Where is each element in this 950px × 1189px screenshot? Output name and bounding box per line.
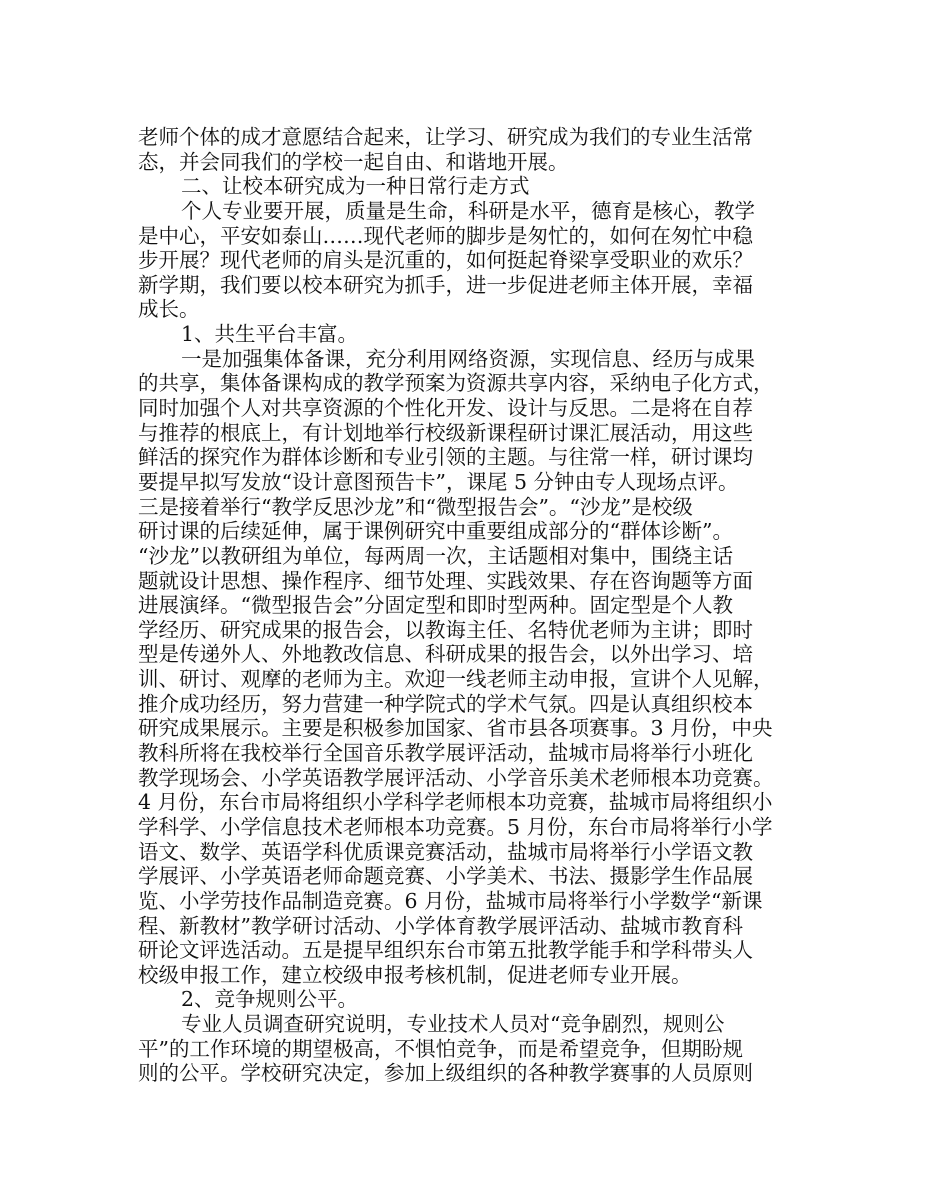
- text-line: 学展评、小学英语老师命题竞赛、小学美术、书法、摄影学生作品展: [138, 864, 753, 889]
- text-line: 老师个体的成才意愿结合起来，让学习、研究成为我们的专业生活常: [138, 125, 753, 149]
- text-line: 平”的工作环境的期望极高，不惧怕竞争，而是希望竞争，但期盼规: [138, 1036, 743, 1061]
- text-line: 进展演绎。“微型报告会”分固定型和即时型两种。固定型是个人教: [138, 593, 733, 618]
- text-line: 语文、数学、英语学科优质课竞赛活动，盐城市局将举行小学语文教: [138, 839, 753, 864]
- text-line: 教学现场会、小学英语教学展评活动、小学音乐美术老师根本功竞赛。: [138, 765, 774, 790]
- text-line: 要提早拟写发放“设计意图预告卡”，课尾 5 分钟由专人现场点评。: [138, 469, 739, 494]
- text-line: 新学期，我们要以校本研究为抓手，进一步促进老师主体开展，幸福: [138, 272, 753, 297]
- text-line: 的共享，集体备课构成的教学预案为资源共享内容，采纳电子化方式，: [138, 371, 774, 396]
- text-line: 题就设计思想、操作程序、细节处理、实践效果、存在咨询题等方面: [138, 568, 753, 593]
- text-line: “沙龙”以教研组为单位，每两周一次，主话题相对集中，围绕主话: [138, 543, 733, 568]
- text-line: 个人专业要开展，质量是生命，科研是水平，德育是核心，教学: [181, 198, 755, 223]
- text-line: 训、研讨、观摩的老师为主。欢迎一线老师主动申报，宣讲个人见解，: [138, 667, 774, 692]
- text-line: 学科学、小学信息技术老师根本功竞赛。5 月份，东台市局将举行小学: [138, 814, 773, 839]
- text-line: 是中心，平安如泰山……现代老师的脚步是匆忙的，如何在匆忙中稳: [138, 223, 753, 248]
- text-line: 成长。: [138, 297, 200, 322]
- text-line: 一是加强集体备课，充分利用网络资源，实现信息、经历与成果: [181, 346, 755, 371]
- text-line: 览、小学劳技作品制造竞赛。6 月份，盐城市局将举行小学数学“新课: [138, 888, 763, 913]
- text-line: 三是接着举行“教学反思沙龙”和“微型报告会”。“沙龙”是校级: [138, 494, 693, 519]
- subsection-heading: 1、共生平台丰富。: [181, 322, 359, 347]
- section-heading: 二、让校本研究成为一种日常行走方式: [181, 174, 530, 199]
- text-line: 研讨课的后续延伸，属于课例研究中重要组成部分的“群体诊断”。: [138, 519, 733, 544]
- text-line: 专业人员调查研究说明，专业技术人员对“竞争剧烈，规则公: [181, 1012, 725, 1037]
- text-line: 推介成功经历，努力营建一种学院式的学术气氛。四是认真组织校本: [138, 691, 753, 716]
- text-line: 鲜活的探究作为群体诊断和专业引领的主题。与往常一样，研讨课均: [138, 445, 753, 470]
- text-line: 程、新教材”教学研讨活动、小学体育教学展评活动、盐城市教育科: [138, 913, 743, 938]
- text-line: 则的公平。学校研究决定，参加上级组织的各种教学赛事的人员原则: [138, 1061, 753, 1086]
- text-line: 学经历、研究成果的报告会，以教诲主任、名特优老师为主讲；即时: [138, 617, 753, 642]
- text-line: 与推荐的根底上，有计划地举行校级新课程研讨课汇展活动，用这些: [138, 420, 753, 445]
- text-line: 步开展？现代老师的肩头是沉重的，如何挺起脊梁享受职业的欢乐？: [138, 248, 753, 273]
- document-body: [138, 125, 818, 1086]
- text-line: 教科所将在我校举行全国音乐教学展评活动，盐城市局将举行小班化: [138, 741, 753, 766]
- subsection-heading: 2、竞争规则公平。: [181, 987, 359, 1012]
- text-line: 研论文评选活动。五是提早组织东台市第五批教学能手和学科带头人: [138, 938, 753, 963]
- text-line: 校级申报工作，建立校级申报考核机制，促进老师专业开展。: [138, 962, 692, 987]
- text-line: 同时加强个人对共享资源的个性化开发、设计与反思。二是将在自荐: [138, 396, 753, 421]
- text-line: 型是传递外人、外地教改信息、科研成果的报告会，以外出学习、培: [138, 642, 753, 667]
- text-line: 4 月份，东台市局将组织小学科学老师根本功竞赛，盐城市局将组织小: [138, 790, 773, 815]
- text-line: 态，并会同我们的学校一起自由、和谐地开展。: [138, 149, 569, 174]
- text-line: 研究成果展示。主要是积极参加国家、省市县各项赛事。3 月份，中央: [138, 716, 773, 741]
